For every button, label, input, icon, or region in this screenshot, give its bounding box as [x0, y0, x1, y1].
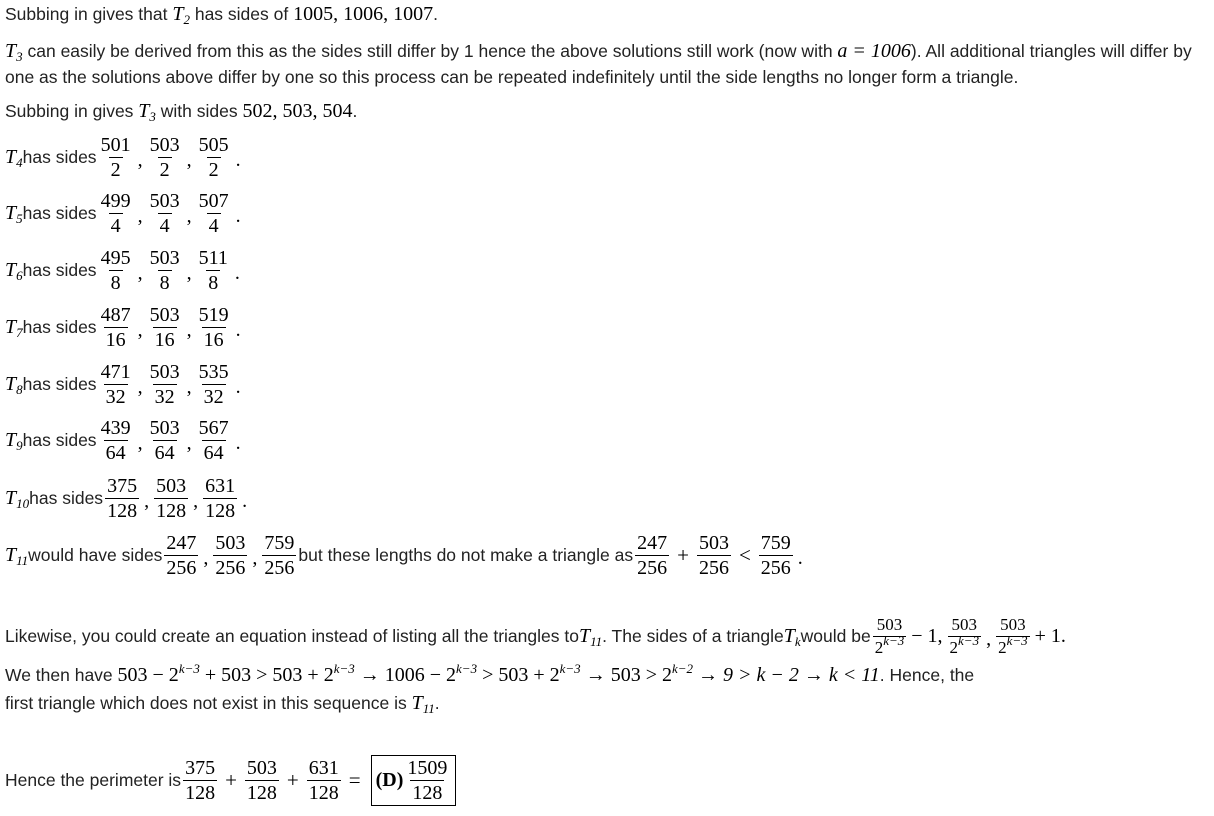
fraction: $\frac{247}{256}$ — [166, 532, 197, 579]
fraction: $\frac{503}{2}$ — [149, 134, 180, 181]
text: has sides — [29, 488, 104, 508]
fraction: $\frac{535}{32}$ — [198, 361, 229, 408]
math-T: $T_6$ — [5, 259, 23, 283]
math-T11: $T_{11}$ — [5, 544, 29, 568]
likewise-line-3: first triangle which does not exist in this sequence is $T_{11}$. — [5, 692, 440, 716]
likewise-line-1: Likewise, you could create an equation instead of listing all the triangles to $T_{11}$ . The sides of a triangle $T_k$ would be $\frac{503}{2^{k-3}}$ − 1, $\frac{503}{2^{k-3}}$ , $\frac{503}{2^{k-3}}$ + 1. — [5, 615, 1066, 657]
fraction: $\frac{495}{8}$ — [100, 247, 131, 294]
math-T: $T_7$ — [5, 316, 23, 340]
triangle-row: $T_9$ has sides $\frac{439}{64}$ , $\frac{503}{64}$ , $\frac{567}{64}$ . — [5, 417, 241, 464]
math-a-equation: a = 1006 — [837, 40, 911, 62]
answer-label: (D) — [375, 769, 404, 791]
fraction: $\frac{375}{128}$ — [107, 475, 138, 522]
likewise-line-2: We then have $503 - 2^{k-3} + 503 > 503 + 2^{k-3} \to 1006 - 2^{k-3} > 503 + 2^{k-3} \to 503 > 2^{k-2} \to 9 > k - 2 \to k < 11$. Hence, the — [5, 661, 975, 686]
math-T: $T_9$ — [5, 429, 23, 453]
fraction: $\frac{501}{2}$ — [100, 134, 131, 181]
fraction: $\frac{511}{8}$ — [198, 247, 228, 294]
fraction: $\frac{505}{2}$ — [198, 134, 229, 181]
math-inequality-chain: $503 - 2^{k-3} + 503 > 503 + 2^{k-3} \to 1006 - 2^{k-3} > 503 + 2^{k-3} \to 503 > 2^{k-2} \to 9 > k - 2 \to k < 11$ — [117, 661, 880, 686]
triangle-row: $T_4$ has sides $\frac{501}{2}$ , $\frac{503}{2}$ , $\frac{505}{2}$ . — [5, 134, 241, 181]
text: can easily be derived from this as the sides still differ by 1 hence the above solutions still work (now with — [22, 41, 838, 61]
fraction: $\frac{503}{256}$ — [215, 532, 246, 579]
triangle-row: $T_7$ has sides $\frac{487}{16}$ , $\frac{503}{16}$ , $\frac{519}{16}$ . — [5, 304, 241, 351]
intro-paragraph-2 — [5, 38, 1205, 90]
fraction: $\frac{503}{2^{k-3}}$ — [949, 615, 980, 657]
fraction: $\frac{503}{2^{k-3}}$ — [874, 615, 905, 657]
text: has sides — [22, 203, 97, 223]
fraction: $\frac{375}{128}$ — [185, 757, 216, 804]
triangle-row: $T_5$ has sides $\frac{499}{4}$ , $\frac{503}{4}$ , $\frac{507}{4}$ . — [5, 190, 241, 237]
math-values: 1005, 1006, 1007 — [293, 3, 434, 25]
math-T2: $T_2$ — [172, 3, 190, 27]
fraction: $\frac{503}{2^{k-3}}$ — [998, 615, 1028, 657]
math-T11: $T_{11}$ — [411, 692, 435, 716]
answer-fraction: $\frac{1509}{128}$ — [407, 757, 448, 804]
text: would have sides — [28, 545, 163, 565]
t11-row: $T_{11}$ would have sides $\frac{247}{256}$ , $\frac{503}{256}$ , $\frac{759}{256}$ but these lengths do not make a triangle as $\frac{247}{256}$ + $\frac{503}{256}$ < $\frac{759}{256}$ . — [5, 532, 803, 579]
text: has sides — [22, 260, 97, 280]
math-T: $T_4$ — [5, 146, 23, 170]
math-T3: $T_3$ — [5, 40, 23, 64]
text: Subbing in gives that — [5, 4, 173, 24]
math-T3: $T_3$ — [138, 100, 156, 124]
math-T: $T_{10}$ — [5, 487, 30, 511]
triangle-row: $T_8$ has sides $\frac{471}{32}$ , $\frac{503}{32}$ , $\frac{535}{32}$ . — [5, 361, 241, 408]
math-Tk: $T_k$ — [783, 625, 801, 649]
text: has sides — [22, 430, 97, 450]
fraction: $\frac{631}{128}$ — [205, 475, 236, 522]
text: has sides of — [189, 4, 294, 24]
fraction: $\frac{503}{256}$ — [698, 532, 729, 579]
fraction: $\frac{759}{256}$ — [760, 532, 791, 579]
text: ). All additional triangles will differ by one as the solutions above differ by one so this process can be repeated indefinitely until the side lengths no longer form a triangle. — [5, 41, 1192, 87]
text: but these lengths do not make a triangle as — [298, 545, 634, 565]
fraction: $\frac{503}{16}$ — [149, 304, 180, 351]
fraction: $\frac{487}{16}$ — [100, 304, 131, 351]
text: Hence the perimeter is — [5, 770, 182, 790]
math-values: 502, 503, 504 — [242, 100, 353, 122]
fraction: $\frac{503}{32}$ — [149, 361, 180, 408]
intro-line-1: Subbing in gives that $T_2$ has sides of 1005, 1006, 1007. — [5, 3, 438, 27]
math-T11: $T_{11}$ — [578, 625, 603, 649]
fraction: $\frac{503}{8}$ — [149, 247, 180, 294]
text: has sides — [22, 374, 97, 394]
fraction: $\frac{503}{64}$ — [149, 417, 180, 464]
answer-box — [371, 755, 457, 806]
fraction: $\frac{507}{4}$ — [198, 190, 229, 237]
fraction: $\frac{503}{128}$ — [156, 475, 187, 522]
text: has sides — [22, 317, 97, 337]
fraction: $\frac{439}{64}$ — [100, 417, 131, 464]
perimeter-row: Hence the perimeter is $\frac{375}{128}$ + $\frac{503}{128}$ + $\frac{631}{128}$ = (D) $\frac{1509}{128}$ — [5, 755, 456, 806]
triangle-row: $T_{10}$ has sides $\frac{375}{128}$ , $\frac{503}{128}$ , $\frac{631}{128}$ . — [5, 475, 248, 522]
fraction: $\frac{499}{4}$ — [100, 190, 131, 237]
text: has sides — [22, 147, 97, 167]
fraction: $\frac{759}{256}$ — [264, 532, 295, 579]
triangle-row: $T_6$ has sides $\frac{495}{8}$ , $\frac{503}{8}$ , $\frac{511}{8}$ . — [5, 247, 240, 294]
fraction: $\frac{471}{32}$ — [100, 361, 131, 408]
fraction: $\frac{247}{256}$ — [637, 532, 668, 579]
intro-line-3: Subbing in gives $T_3$ with sides 502, 503, 504. — [5, 100, 358, 124]
math-T: $T_5$ — [5, 202, 23, 226]
fraction: $\frac{519}{16}$ — [198, 304, 229, 351]
fraction: $\frac{631}{128}$ — [308, 757, 339, 804]
fraction: $\frac{503}{128}$ — [246, 757, 277, 804]
fraction: $\frac{567}{64}$ — [198, 417, 229, 464]
fraction: $\frac{503}{4}$ — [149, 190, 180, 237]
math-T: $T_8$ — [5, 373, 23, 397]
